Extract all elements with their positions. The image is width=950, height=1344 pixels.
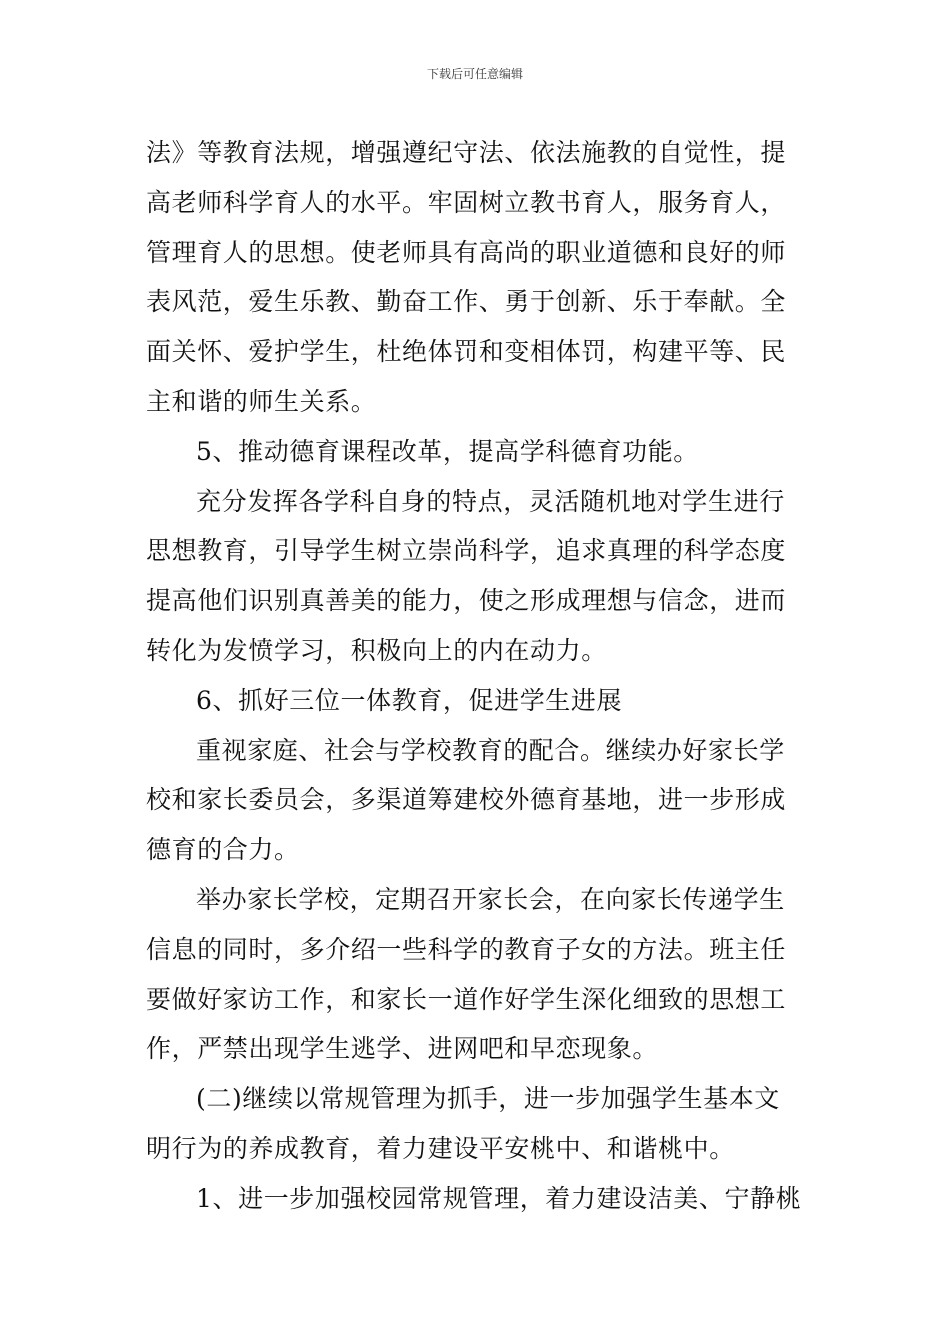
text-line: 明行为的养成教育，着力建设平安桃中、和谐桃中。: [146, 1133, 735, 1163]
text-line: 面关怀、爱护学生，杜绝体罚和变相体罚，构建平等、民: [146, 337, 787, 367]
text-line: 德育的合力。: [146, 835, 300, 865]
text-line: 主和谐的师生关系。: [146, 386, 377, 416]
text-line: 校和家长委员会，多渠道筹建校外德育基地，进一步形成: [146, 785, 787, 815]
text-line: 思想教育，引导学生树立崇尚科学，追求真理的科学态度: [146, 536, 787, 566]
text-line: 5、推动德育课程改革，提高学科德育功能。: [196, 436, 699, 466]
page-header-note: 下载后可任意编辑: [426, 67, 523, 81]
text-line: 转化为发愤学习，积极向上的内在动力。: [146, 635, 607, 665]
text-line: 要做好家访工作，和家长一道作好学生深化细致的思想工: [146, 984, 787, 1014]
body-text: [146, 128, 810, 1224]
text-line: 高老师科学育人的水平。牢固树立教书育人，服务育人，: [146, 187, 787, 217]
text-line: 提高他们识别真善美的能力，使之形成理想与信念，进而: [146, 586, 787, 616]
text-line: 6、抓好三位一体教育，促进学生进展: [196, 685, 623, 715]
text-line: 表风范，爱生乐教、勤奋工作、勇于创新、乐于奉献。全: [146, 287, 787, 317]
text-line: 信息的同时，多介绍一些科学的教育子女的方法。班主任: [146, 934, 787, 964]
text-line: 管理育人的思想。使老师具有高尚的职业道德和良好的师: [146, 237, 787, 267]
text-line: 作，严禁出现学生逃学、进网吧和早恋现象。: [146, 1034, 659, 1064]
text-line: (二)继续以常规管理为抓手，进一步加强学生基本文: [196, 1084, 780, 1114]
text-line: 1、进一步加强校园常规管理，着力建设洁美、宁静桃: [196, 1183, 802, 1213]
text-line: 重视家庭、社会与学校教育的配合。继续办好家长学: [196, 735, 785, 765]
text-line: 举办家长学校，定期召开家长会，在向家长传递学生: [196, 884, 785, 914]
text-line: 充分发挥各学科自身的特点，灵活随机地对学生进行: [196, 486, 785, 516]
text-line: 法》等教育法规，增强遵纪守法、依法施教的自觉性，提: [146, 138, 787, 167]
